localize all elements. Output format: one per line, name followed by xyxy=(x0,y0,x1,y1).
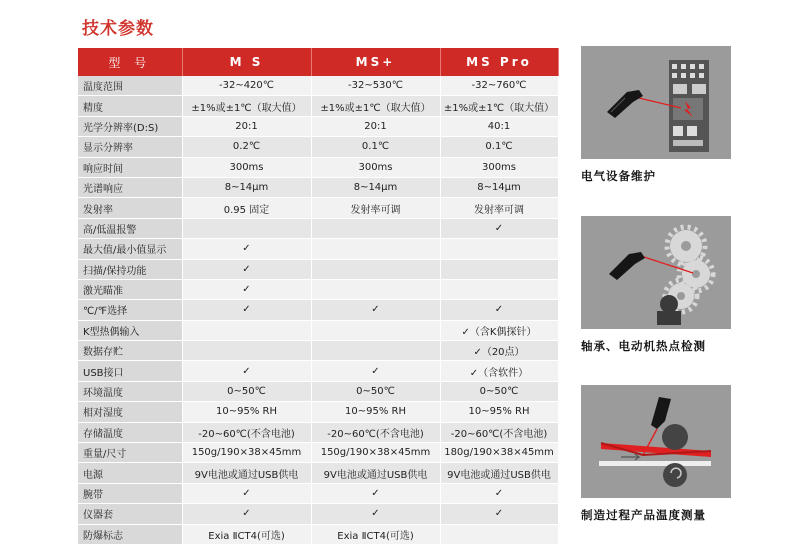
row-label: 重量/尺寸 xyxy=(78,443,182,463)
table-row xyxy=(78,198,558,218)
row-label: 激光瞄准 xyxy=(78,279,182,299)
table-cell: ±1%或±1℃（取大值） xyxy=(182,96,311,116)
row-label: 电源 xyxy=(78,463,182,483)
table-cell: 发射率可调 xyxy=(311,198,440,218)
table-row xyxy=(78,279,558,299)
row-label: 扫描/保持功能 xyxy=(78,259,182,279)
row-label: USB接口 xyxy=(78,361,182,381)
table-cell: ✓（20点） xyxy=(440,341,558,361)
caption-electrical: 电气设备维护 xyxy=(581,169,656,183)
table-cell: 9V电池或通过USB供电 xyxy=(311,463,440,483)
row-label: 显示分辨率 xyxy=(78,137,182,157)
table-row xyxy=(78,524,558,544)
table-row xyxy=(78,483,558,503)
table-cell: -32~760℃ xyxy=(440,76,558,96)
table-row xyxy=(78,463,558,483)
table-cell: 0.2℃ xyxy=(182,137,311,157)
table-row xyxy=(78,157,558,177)
table-cell: 300ms xyxy=(182,157,311,177)
table-cell: ✓ xyxy=(311,300,440,320)
table-cell: -32~530℃ xyxy=(311,76,440,96)
table-row xyxy=(78,177,558,197)
table-cell: 0.1℃ xyxy=(311,137,440,157)
table-cell xyxy=(182,320,311,340)
table-cell: ✓ xyxy=(440,483,558,503)
table-cell xyxy=(311,279,440,299)
table-cell: 20:1 xyxy=(182,116,311,136)
table-cell: ✓ xyxy=(182,483,311,503)
row-label: 最大值/最小值显示 xyxy=(78,239,182,259)
spec-table xyxy=(78,48,559,545)
table-cell: 20:1 xyxy=(311,116,440,136)
table-cell xyxy=(440,524,558,544)
row-label: 高/低温报警 xyxy=(78,218,182,238)
table-row xyxy=(78,300,558,320)
table-row xyxy=(78,381,558,401)
table-row xyxy=(78,239,558,259)
table-cell: ✓ xyxy=(182,300,311,320)
table-cell xyxy=(182,218,311,238)
table-row xyxy=(78,402,558,422)
table-cell: 0~50℃ xyxy=(311,381,440,401)
table-cell: Exia ⅡCT4(可选) xyxy=(311,524,440,544)
row-label: 发射率 xyxy=(78,198,182,218)
table-cell: 0~50℃ xyxy=(182,381,311,401)
table-cell: -20~60℃(不含电池) xyxy=(311,422,440,442)
table-row xyxy=(78,422,558,442)
table-cell: ✓ xyxy=(182,279,311,299)
table-cell: ±1%或±1℃（取大值） xyxy=(311,96,440,116)
table-cell: 180g/190×38×45mm xyxy=(440,443,558,463)
application-conveyor xyxy=(581,385,731,523)
table-cell: ✓ xyxy=(182,361,311,381)
table-cell: ✓ xyxy=(182,504,311,524)
gear-bearing-icon xyxy=(581,216,731,329)
table-cell: 300ms xyxy=(440,157,558,177)
row-label: 腕带 xyxy=(78,483,182,503)
table-row xyxy=(78,361,558,381)
table-cell: ✓ xyxy=(182,239,311,259)
table-cell: Exia ⅡCT4(可选) xyxy=(182,524,311,544)
table-cell: ✓ xyxy=(440,504,558,524)
table-cell: 发射率可调 xyxy=(440,198,558,218)
table-cell xyxy=(440,239,558,259)
row-label: ℃/℉选择 xyxy=(78,300,182,320)
table-cell xyxy=(182,341,311,361)
table-cell xyxy=(311,239,440,259)
row-label: 数据存贮 xyxy=(78,341,182,361)
electrical-panel-icon xyxy=(581,46,731,159)
table-cell: 10~95% RH xyxy=(311,402,440,422)
row-label: 存储温度 xyxy=(78,422,182,442)
caption-conveyor: 制造过程产品温度测量 xyxy=(581,508,706,522)
row-label: K型热偶输入 xyxy=(78,320,182,340)
table-cell: 0.95 固定 xyxy=(182,198,311,218)
table-row xyxy=(78,96,558,116)
table-cell xyxy=(311,259,440,279)
table-cell: 10~95% RH xyxy=(440,402,558,422)
row-label: 相对湿度 xyxy=(78,402,182,422)
application-bearing xyxy=(581,216,731,354)
table-cell xyxy=(311,341,440,361)
table-cell: ✓（含软件） xyxy=(440,361,558,381)
row-label: 仪器套 xyxy=(78,504,182,524)
row-label: 精度 xyxy=(78,96,182,116)
table-row xyxy=(78,320,558,340)
header-model: 型 号 xyxy=(78,48,182,76)
caption-bearing: 轴承、电动机热点检测 xyxy=(581,339,706,353)
table-cell: 150g/190×38×45mm xyxy=(182,443,311,463)
table-cell xyxy=(440,259,558,279)
table-cell: -20~60℃(不含电池) xyxy=(440,422,558,442)
table-cell: 9V电池或通过USB供电 xyxy=(440,463,558,483)
table-row xyxy=(78,116,558,136)
table-cell xyxy=(311,218,440,238)
row-label: 环境温度 xyxy=(78,381,182,401)
conveyor-icon xyxy=(581,385,731,498)
table-cell xyxy=(311,320,440,340)
row-label: 温度范围 xyxy=(78,76,182,96)
header-ms: M S xyxy=(182,48,311,76)
table-row xyxy=(78,341,558,361)
table-cell: ✓ xyxy=(182,259,311,279)
header-ms-pro: MS Pro xyxy=(440,48,558,76)
table-row xyxy=(78,443,558,463)
page-title: 技术参数 xyxy=(82,19,154,39)
table-row xyxy=(78,137,558,157)
table-cell: 8~14μm xyxy=(440,177,558,197)
table-header-row xyxy=(78,48,558,76)
table-row xyxy=(78,259,558,279)
table-cell xyxy=(440,279,558,299)
table-cell: 0~50℃ xyxy=(440,381,558,401)
table-cell: 300ms xyxy=(311,157,440,177)
table-cell: 10~95% RH xyxy=(182,402,311,422)
table-cell: ✓（含K偶探针） xyxy=(440,320,558,340)
table-cell: 40:1 xyxy=(440,116,558,136)
header-ms-plus: MS+ xyxy=(311,48,440,76)
row-label: 防爆标志 xyxy=(78,524,182,544)
table-cell: 0.1℃ xyxy=(440,137,558,157)
table-cell: 8~14μm xyxy=(311,177,440,197)
row-label: 响应时间 xyxy=(78,157,182,177)
table-cell: -20~60℃(不含电池) xyxy=(182,422,311,442)
table-cell: ✓ xyxy=(440,300,558,320)
table-row xyxy=(78,218,558,238)
table-cell: ✓ xyxy=(311,483,440,503)
table-cell: ✓ xyxy=(311,504,440,524)
table-row xyxy=(78,76,558,96)
table-cell: ✓ xyxy=(311,361,440,381)
row-label: 光谱响应 xyxy=(78,177,182,197)
table-cell: 9V电池或通过USB供电 xyxy=(182,463,311,483)
table-cell: ±1%或±1℃（取大值） xyxy=(440,96,558,116)
table-row xyxy=(78,504,558,524)
row-label: 光学分辨率(D:S) xyxy=(78,116,182,136)
application-electrical xyxy=(581,46,731,184)
table-cell: -32~420℃ xyxy=(182,76,311,96)
table-cell: 8~14μm xyxy=(182,177,311,197)
table-cell: 150g/190×38×45mm xyxy=(311,443,440,463)
table-cell: ✓ xyxy=(440,218,558,238)
